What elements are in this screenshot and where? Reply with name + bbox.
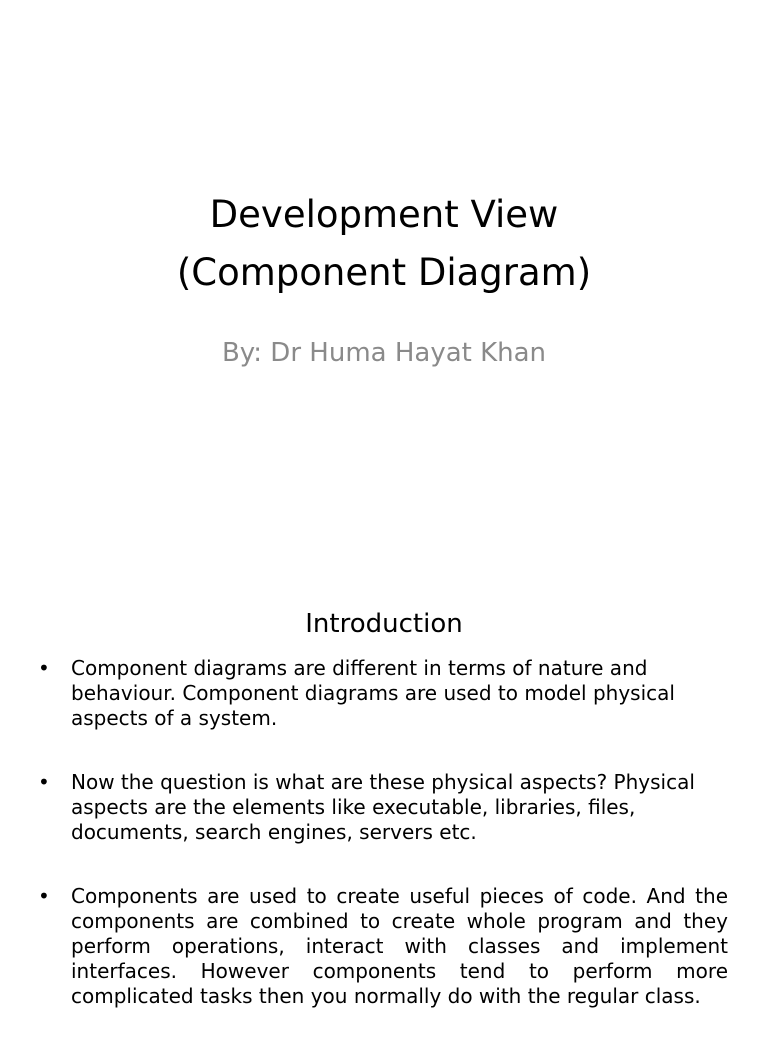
- slide-title-line-1: Development View: [209, 193, 559, 236]
- bullet-dot-icon: •: [38, 656, 50, 680]
- bullet-item-2: [38, 770, 728, 845]
- bullet-dot-icon: •: [38, 884, 50, 908]
- bullet-dot-icon: •: [38, 770, 50, 794]
- bullet-item-3: [38, 884, 728, 1009]
- bullet-item-1: [38, 656, 728, 731]
- slide-subtitle: By: Dr Huma Hayat Khan: [221, 338, 547, 368]
- bullet-text-2: Now the question is what are these physical aspects? Physical aspects are the elements like executable, libraries, files, documents, search engines, servers etc.: [71, 770, 695, 844]
- intro-heading: Introduction: [305, 609, 463, 639]
- bullet-text-3: Components are used to create useful pieces of code. And the components are combined to create whole program and they perform operations, interact with classes and implement interfaces. However components tend to perform more complicated tasks then you normally do with the regular class.: [71, 884, 728, 1008]
- bullet-list: [38, 656, 728, 1048]
- slide-title-line-2: (Component Diagram): [176, 251, 592, 294]
- bullet-text-1: Component diagrams are different in terms of nature and behaviour. Component diagrams are used to model physical aspects of a system.: [71, 656, 675, 730]
- slide-title: [0, 186, 768, 302]
- intro-slide: [0, 576, 768, 1024]
